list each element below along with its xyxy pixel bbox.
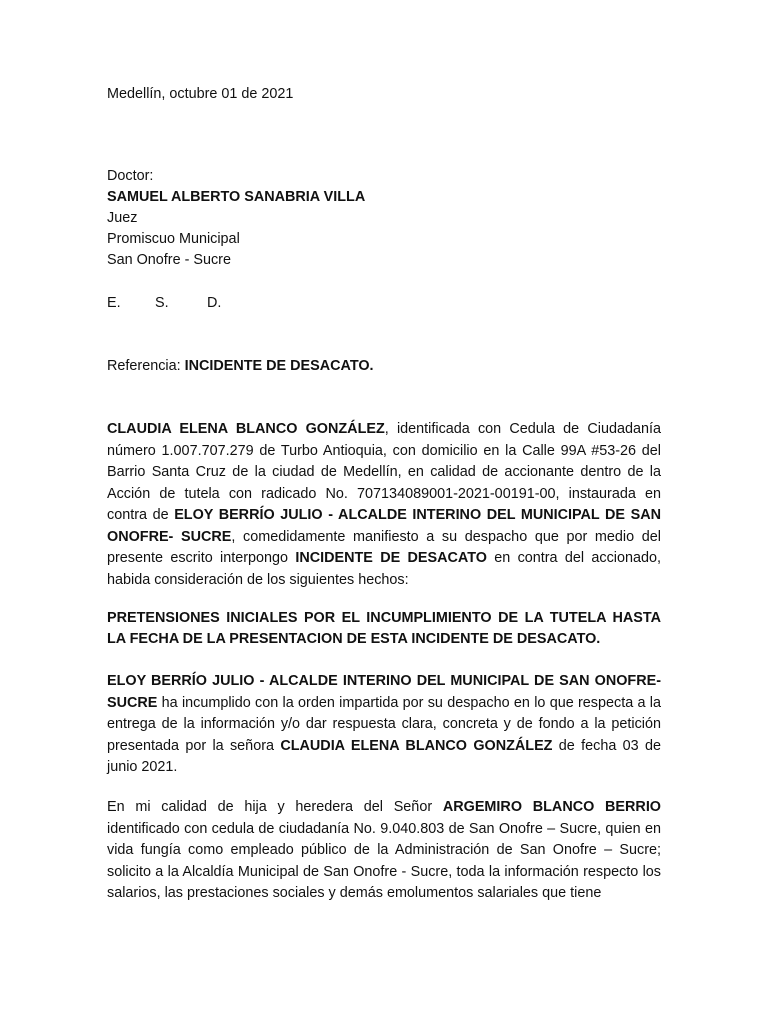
esd-line: [107, 293, 221, 314]
esd-d: D.: [207, 295, 222, 311]
recipient-place: San Onofre - Sucre: [107, 252, 231, 268]
text-run: En mi calidad de hija y heredera del Señor: [107, 799, 443, 815]
bold-text-run: ARGEMIRO BLANCO BERRIO: [442, 799, 662, 815]
recipient-court: Promiscuo Municipal: [107, 231, 240, 247]
text-run: , comedidamente manifiesto a su despacho que por medio del presente escrito interpongo: [107, 528, 661, 566]
reference-label: Referencia:: [107, 358, 185, 374]
paragraph-1: [107, 419, 661, 591]
recipient-salutation: Doctor:: [107, 168, 154, 184]
text-run: , identificada con Cedula de Ciudadanía número 1.007.707.279 de Turbo Antioquia, con domicilio en la Calle 99A #53-26 del Barrio Santa Cruz de la ciudad de Medellín, en calidad de accionante dentro de la Acción de tutela con radicado No. 707134089001-2021-00191-00, instaurada en contra de: [107, 421, 661, 523]
text-run: identificado con cedula de ciudadanía No. 9.040.803 de San Onofre – Sucre, quien en vida fungía como empleado público de la Administración de San Onofre – Sucre; solicito a la Alcaldía Municipal de San Onofre - Sucre, toda la información respecto los salarios, las prestaciones sociales y demás emolumentos salariales que tiene: [107, 820, 661, 901]
bold-text-run: ELOY BERRÍO JULIO - ALCALDE INTERINO DEL MUNICIPAL DE SAN ONOFRE- SUCRE: [107, 507, 662, 545]
text-run: ha incumplido con la orden impartida por su despacho en lo que respecta a la entrega de la información y/o dar respuesta clara, concreta y de fondo a la petición presentada por la señora: [107, 694, 661, 754]
reference-line: [107, 356, 374, 377]
bold-text-run: ELOY BERRÍO JULIO - ALCALDE INTERINO DEL MUNICIPAL DE SAN ONOFRE- SUCRE: [107, 673, 661, 711]
recipient-name: SAMUEL ALBERTO SANABRIA VILLA: [107, 189, 366, 205]
bold-text-run: CLAUDIA ELENA BLANCO GONZÁLEZ: [280, 737, 553, 754]
esd-e: E.: [107, 295, 121, 311]
reference-value: INCIDENTE DE DESACATO.: [184, 358, 374, 374]
text-run: en contra del accionado, habida consideración de los siguientes hechos:: [107, 550, 661, 588]
date-line: Medellín, octubre 01 de 2021: [107, 86, 294, 102]
bold-text-run: INCIDENTE DE DESACATO: [295, 550, 487, 566]
bold-text-run: CLAUDIA ELENA BLANCO GONZÁLEZ: [107, 421, 385, 437]
paragraph-2: [107, 671, 661, 779]
section-heading: PRETENSIONES INICIALES POR EL INCUMPLIMIENTO DE LA TUTELA HASTA LA FECHA DE LA PRESENTACION DE ESTA INCIDENTE DE DESACATO.: [107, 610, 661, 647]
text-run: de fecha 03 de junio 2021.: [107, 737, 661, 775]
recipient-role: Juez: [107, 210, 138, 226]
paragraph-3: [107, 797, 661, 905]
esd-s: S.: [155, 295, 169, 311]
